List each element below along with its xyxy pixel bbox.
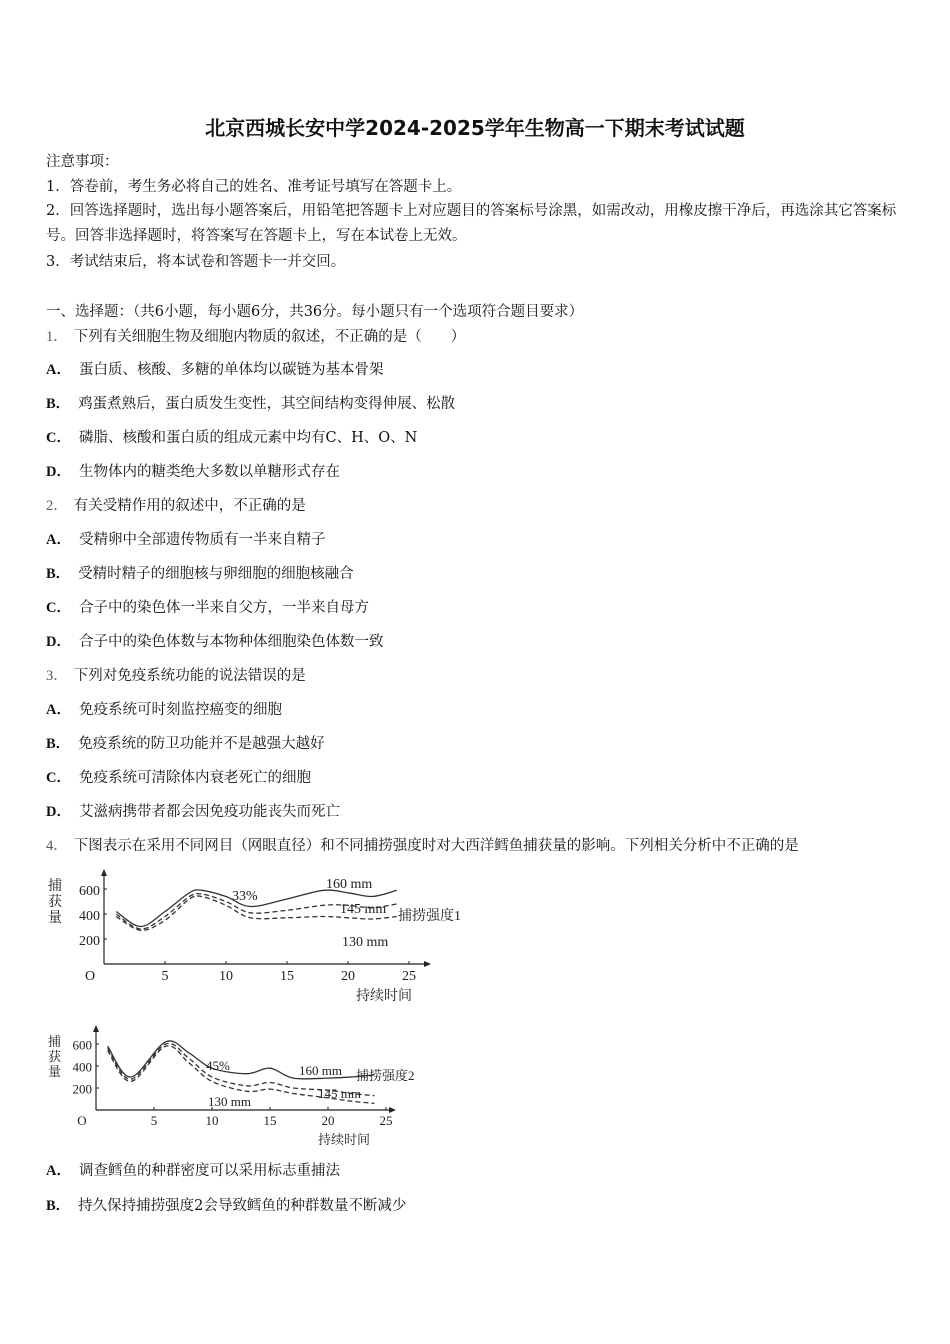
question-stem: [46, 836, 799, 856]
option-text: 受精卵中全部遗传物质有一半来自精子: [78, 532, 326, 548]
option-label: A．: [46, 532, 71, 548]
option-label: C．: [46, 430, 71, 446]
option-text: 鸡蛋煮熟后，蛋白质发生变性，其空间结构变得伸展、松散: [78, 396, 456, 412]
option-c: [46, 598, 369, 618]
y-tick-label: 600: [79, 884, 100, 899]
x-tick-label: 25: [402, 969, 416, 984]
option-c: [46, 768, 311, 788]
x-tick-label: 25: [379, 1113, 393, 1128]
y-tick-label: 200: [79, 934, 100, 949]
notice-item: 2．回答选择题时，选出每小题答案后，用铅笔把答题卡上对应题目的答案标号涂黑，如需改动，用橡皮擦干净后，再选涂其它答案标号。回答非选择题时，将答案写在答题卡上，写在本试卷上无效。: [46, 203, 897, 244]
question-stem: [46, 327, 465, 347]
option-label: B．: [46, 566, 71, 582]
question-number: 3．: [46, 668, 68, 684]
option-text: 持久保持捕捞强度2会导致鳕鱼的种群数量不断减少: [78, 1198, 407, 1214]
series-label: 145 mm: [318, 1086, 361, 1101]
option-text: 免疫系统可时刻监控癌变的细胞: [78, 702, 282, 718]
option-b: [46, 734, 325, 754]
option-text: 调查鳕鱼的种群密度可以采用标志重捕法: [78, 1163, 340, 1179]
notice-heading: 注意事项：: [46, 154, 119, 170]
question-text: 下列对免疫系统功能的说法错误的是: [73, 668, 306, 684]
intensity-label: 捕捞强度1: [398, 909, 461, 924]
y-axis-arrow: [93, 1025, 99, 1032]
notice-item: 1．答卷前，考生务必将自己的姓名、准考证号填写在答题卡上。: [46, 179, 462, 195]
option-label: A．: [46, 702, 71, 718]
x-axis-arrow: [424, 961, 431, 967]
option-text: 磷脂、核酸和蛋白质的组成元素中均有C、H、O、N: [78, 430, 418, 446]
option-label: D．: [46, 464, 71, 480]
option-label: D．: [46, 634, 71, 650]
percent-label: 33%: [232, 889, 258, 904]
option-label: B．: [46, 396, 71, 412]
option-text: 艾滋病携带者都会因免疫功能丧失而死亡: [78, 804, 340, 820]
question-number: 1．: [46, 329, 68, 345]
x-tick-label: 5: [161, 969, 169, 984]
option-b: [46, 564, 354, 584]
option-text: 蛋白质、核酸、多糖的单体均以碳链为基本骨架: [78, 362, 384, 378]
y-tick-label: 400: [72, 1059, 92, 1075]
question-text: 下列有关细胞生物及细胞内物质的叙述，不正确的是（ ）: [73, 329, 466, 345]
option-a: [46, 1161, 340, 1181]
option-text: 合子中的染色体数与本物种体细胞染色体数一致: [78, 634, 384, 650]
series-label: 145 mm: [340, 902, 387, 917]
notice-item: 3．考试结束后，将本试卷和答题卡一并交回。: [46, 254, 346, 270]
y-tick-label: 600: [72, 1037, 92, 1053]
y-axis-label-char: 获: [48, 895, 62, 910]
option-label: D．: [46, 804, 71, 820]
section-heading: 一、选择题：（共6小题，每小题6分，共36分。每小题只有一个选项符合题目要求）: [46, 304, 584, 320]
option-b: [46, 1196, 406, 1216]
series-label: 130 mm: [208, 1094, 251, 1109]
y-axis-label-char: 捕: [48, 879, 62, 894]
intensity-label: 捕捞强度2: [356, 1068, 415, 1083]
option-text: 生物体内的糖类绝大多数以单糖形式存在: [78, 464, 340, 480]
series-label: 160 mm: [326, 877, 373, 892]
x-tick-label: 10: [219, 969, 233, 984]
chart-intensity-2: [44, 1024, 444, 1148]
x-tick-label: 20: [341, 969, 355, 984]
x-tick-label: 20: [321, 1113, 335, 1128]
option-text: 合子中的染色体一半来自父方，一半来自母方: [78, 600, 369, 616]
option-b: [46, 394, 455, 414]
option-a: [46, 360, 383, 380]
x-axis-label: 持续时间: [317, 1132, 371, 1147]
y-tick-label: 200: [72, 1081, 92, 1097]
question-number: 4．: [46, 838, 68, 854]
option-d: [46, 802, 340, 822]
option-a: [46, 700, 282, 720]
y-tick-label: 400: [79, 909, 100, 924]
option-text: 受精时精子的细胞核与卵细胞的细胞核融合: [78, 566, 354, 582]
x-tick-label: 10: [205, 1113, 219, 1128]
option-c: [46, 428, 417, 448]
option-label: B．: [46, 736, 71, 752]
option-d: [46, 462, 340, 482]
question-stem: [46, 496, 306, 516]
origin-label: O: [84, 969, 96, 984]
origin-label: O: [77, 1113, 87, 1128]
x-tick-label: 5: [150, 1113, 158, 1128]
series-label: 160 mm: [299, 1063, 342, 1078]
x-tick-label: 15: [263, 1113, 277, 1128]
y-axis-arrow: [101, 869, 107, 876]
y-axis-label-char: 捕: [48, 1034, 62, 1049]
option-label: A．: [46, 362, 71, 378]
option-text: 免疫系统的防卫功能并不是越强大越好: [78, 736, 325, 752]
y-axis-label-char: 获: [48, 1049, 62, 1064]
series-label: 130 mm: [342, 935, 389, 950]
page-title: 北京西城长安中学2024-2025学年生物高一下期末考试试题: [205, 116, 745, 140]
question-text: 下图表示在采用不同网目（网眼直径）和不同捕捞强度时对大西洋鳕鱼捕获量的影响。下列相关分析中不正确的是: [73, 838, 799, 854]
x-axis-label: 持续时间: [356, 989, 412, 1004]
x-tick-label: 15: [280, 969, 294, 984]
question-stem: [46, 666, 306, 686]
percent-label: 45%: [206, 1058, 230, 1073]
question-text: 有关受精作用的叙述中，不正确的是: [73, 498, 306, 514]
y-axis-label-char: 量: [48, 1064, 62, 1079]
option-a: [46, 530, 325, 550]
y-axis-label-char: 量: [48, 911, 62, 926]
option-label: B．: [46, 1198, 71, 1214]
option-label: C．: [46, 600, 71, 616]
option-label: C．: [46, 770, 71, 786]
chart-intensity-1: [44, 868, 484, 1008]
option-d: [46, 632, 383, 652]
option-text: 免疫系统可清除体内衰老死亡的细胞: [78, 770, 311, 786]
question-number: 2．: [46, 498, 68, 514]
option-label: A．: [46, 1163, 71, 1179]
